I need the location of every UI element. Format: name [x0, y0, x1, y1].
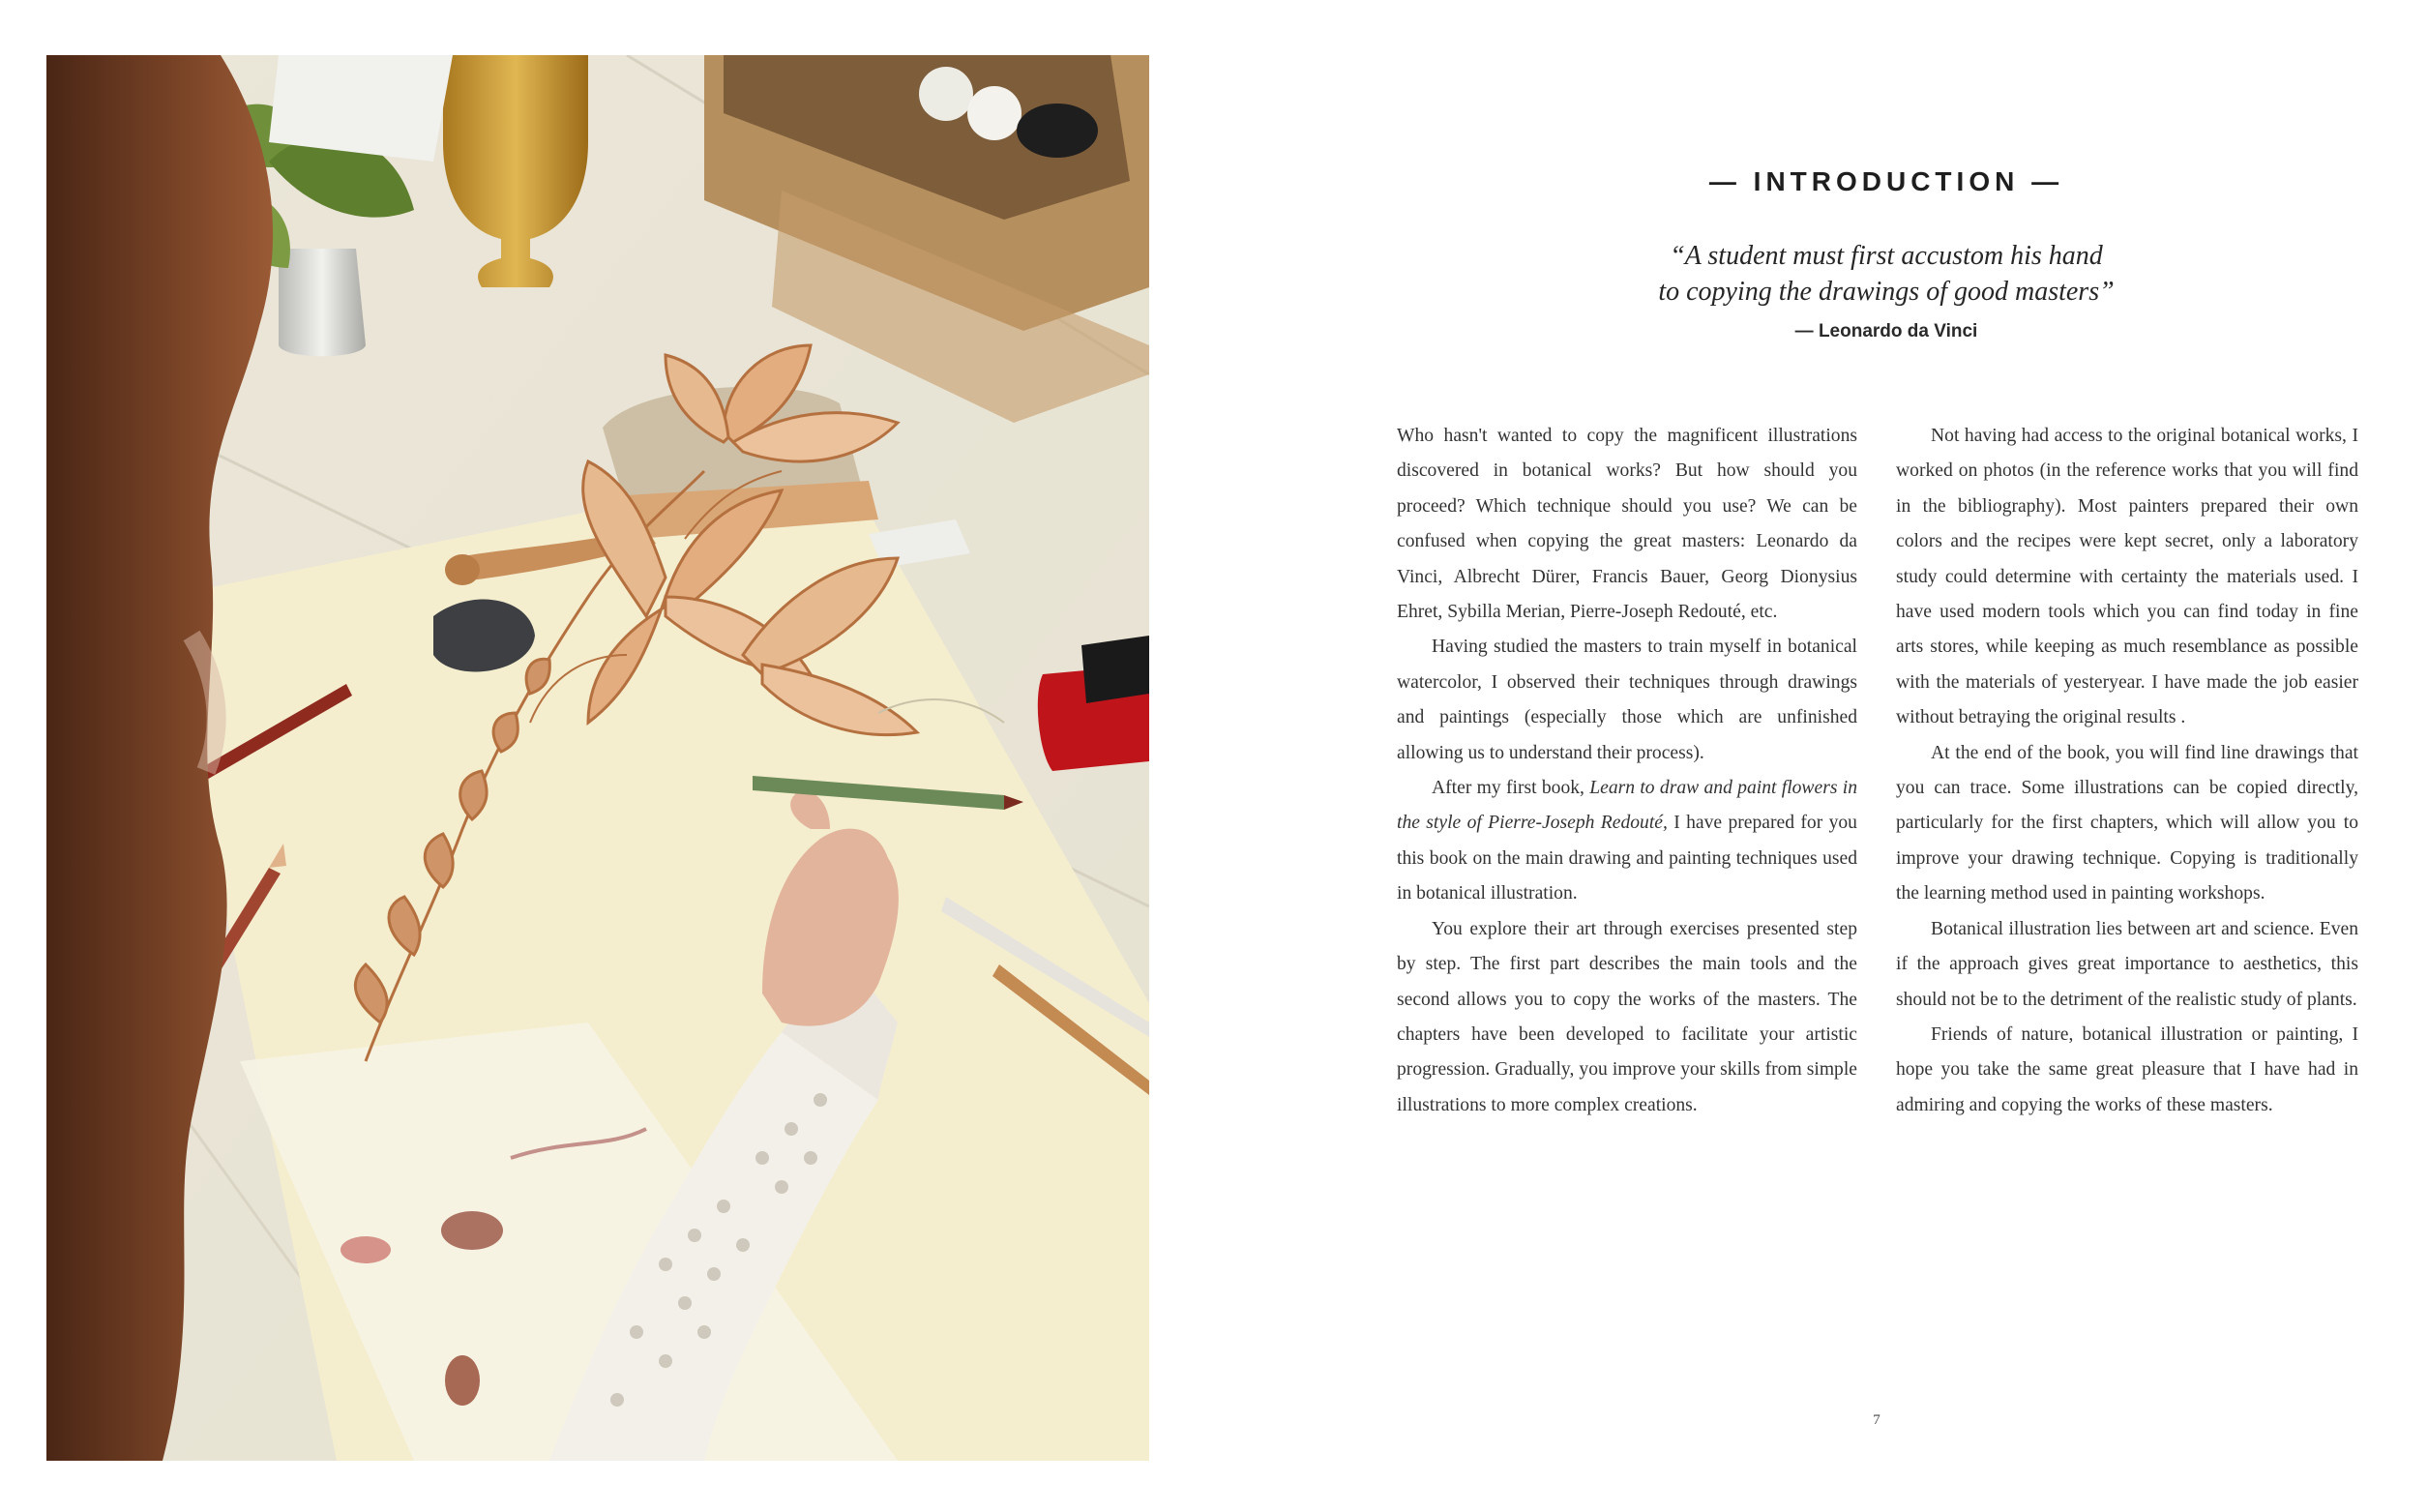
section-heading: — INTRODUCTION — [1708, 166, 2064, 196]
text-column-left [1397, 419, 1857, 1123]
paragraph-text: After my first book, [1432, 778, 1590, 799]
photo-illustration [46, 55, 1149, 1461]
paragraph: Who hasn't wanted to copy the magnificent illustrations discovered in botanical works? But how should you proceed? Which technique should you use? We can be confused when copying the great masters: Leonardo da Vinci, Albrecht Dürer, Francis Bauer, Georg Dionysius Ehret, Sybilla Merian, Pierre-Joseph Redouté, etc. [1397, 426, 1857, 623]
quote-attribution: — Leonardo da Vinci [1794, 321, 1978, 341]
paragraph: Not having had access to the original botanical works, I worked on photos (in the reference works that you will find in the bibliography). Most painters prepared their own colors and the recipes were kept secret, only a laboratory study could determine with certainty the materials used. I have used modern tools which you can find today in fine arts stores, while keeping as much resemblance as possible with the materials of yesteryear. I have made the job easier without betraying the original results . [1896, 426, 2358, 728]
page-number: 7 [1873, 1412, 1880, 1428]
quote-line-2: to copying the drawings of good masters” [1658, 277, 2115, 307]
text-column-right [1896, 419, 2358, 1123]
artist-drawing-photo [46, 55, 1149, 1461]
paragraph: At the end of the book, you will find line drawings that you can trace. Some illustrations can be copied directly, particularly for the first chapters, which will allow you to improve your drawing technique. Copying is traditionally the learning method used in painting workshops. [1896, 742, 2358, 904]
epigraph-quote [1393, 238, 2380, 310]
paragraph: Friends of nature, botanical illustration or painting, I hope you take the same great pleasure that I have had in admiring and copying the works of these masters. [1896, 1023, 2358, 1115]
paragraph: Having studied the masters to train myself in botanical watercolor, I observed their techniques through drawings and paintings (especially those which are unfinished allowing us to understand their process). [1397, 637, 1857, 763]
paragraph [1397, 771, 1857, 912]
paragraph-text: I have prepared for you this book on the main drawing and painting techniques used in botanical illustration. [1397, 813, 1857, 904]
book-title-italic: Learn to draw and paint flowers in the style of Pierre-Joseph Redouté, [1397, 778, 1857, 834]
quote-line-1: “A student must first accustom his hand [1670, 241, 2103, 271]
paragraph: Botanical illustration lies between art and science. Even if the approach gives great importance to aesthetics, this should not be to the detriment of the realistic study of plants. [1896, 918, 2358, 1010]
paragraph: You explore their art through exercises presented step by step. The first part describes the main tools and the second allows you to copy the works of the masters. The chapters have been developed to facilitate your artistic progression. Gradually, you improve your skills from simple illustrations to more complex creations. [1397, 918, 1857, 1115]
